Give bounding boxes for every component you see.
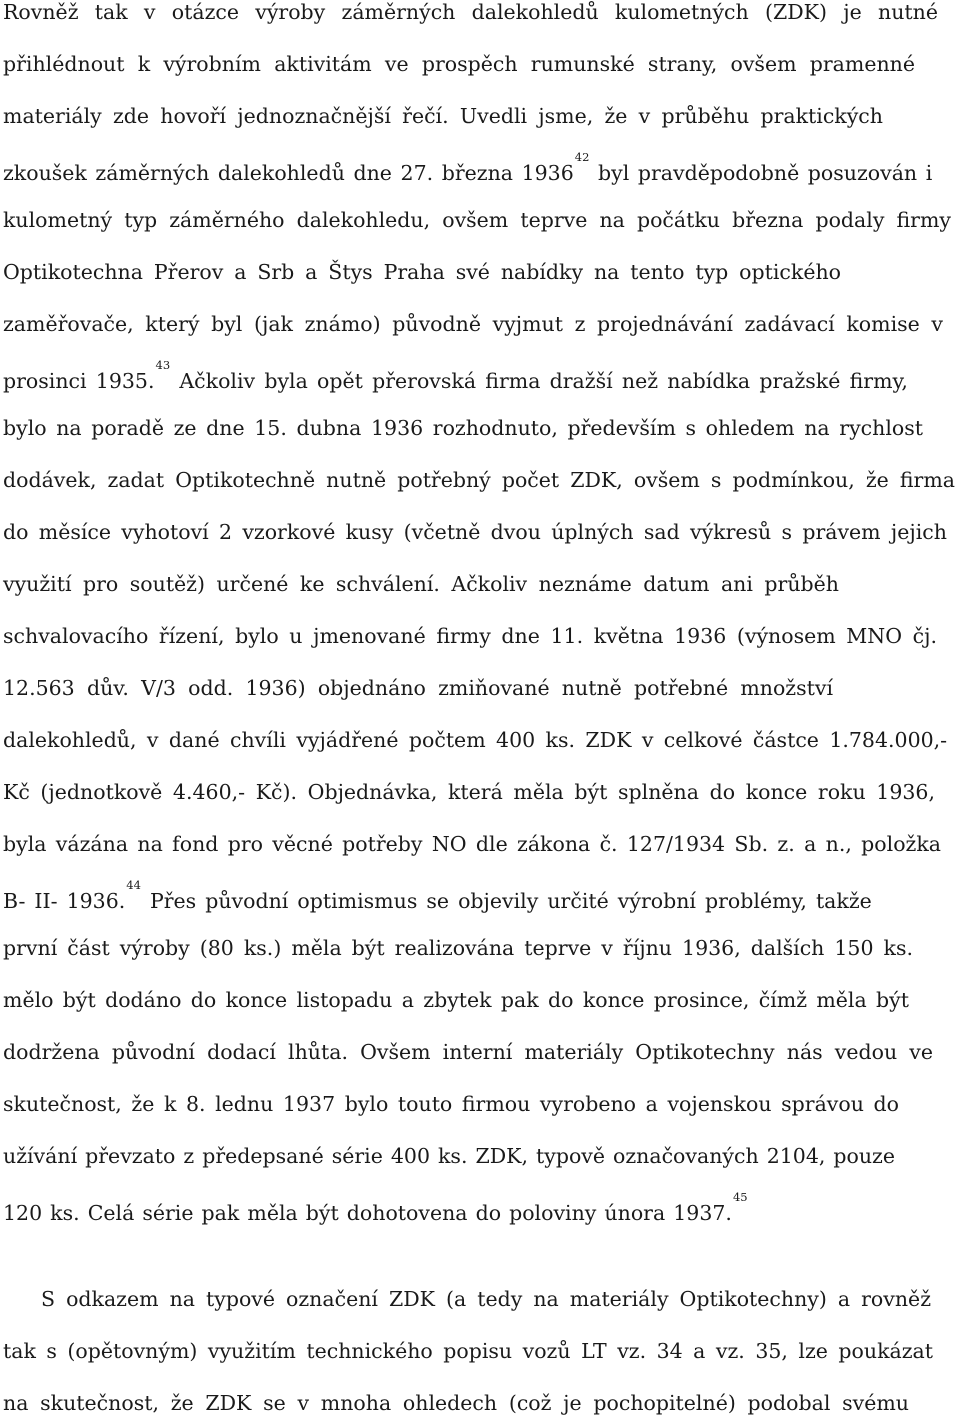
- text-line: přihlédnout k výrobním aktivitám ve prospěch rumunské strany, ovšem pramenné: [3, 52, 915, 76]
- text-line: dodržena původní dodací lhůta. Ovšem interní materiály Optikotechny nás vedou ve: [3, 1040, 933, 1064]
- text-line: [3, 358, 908, 393]
- text-line: S odkazem na typové označení ZDK (a tedy na materiály Optikotechny) a rovněž: [41, 1287, 931, 1311]
- text-segment: 120 ks. Celá série pak měla být dohotovena do poloviny února 1937.: [3, 1200, 732, 1225]
- text-line: skutečnost, že k 8. lednu 1937 bylo touto firmou vyrobeno a vojenskou správou do: [3, 1092, 899, 1116]
- text-line: 12.563 dův. V/3 odd. 1936) objednáno zmiňované nutně potřebné množství: [3, 676, 833, 700]
- text-line: dalekohledů, v dané chvíli vyjádřené počtem 400 ks. ZDK v celkové částce 1.784.000,-: [3, 728, 948, 752]
- text-line: [3, 878, 872, 913]
- text-line: zaměřovače, který byl (jak známo) původně vyjmut z projednávání zadávací komise v: [3, 312, 943, 336]
- text-line: Kč (jednotkově 4.460,- Kč). Objednávka, která měla být splněna do konce roku 1936,: [3, 780, 935, 804]
- text-line: Optikotechna Přerov a Srb a Štys Praha své nabídky na tento typ optického: [3, 260, 841, 284]
- text-line: [3, 150, 933, 185]
- text-segment: byl pravděpodobně posuzován i: [589, 160, 933, 185]
- text-line: užívání převzato z předepsané série 400 ks. ZDK, typově označovaných 2104, pouze: [3, 1144, 895, 1168]
- text-line: tak s (opětovným) využitím technického popisu vozů LT vz. 34 a vz. 35, lze poukázat: [3, 1339, 933, 1363]
- text-line: do měsíce vyhotoví 2 vzorkové kusy (včetně dvou úplných sad výkresů s právem jejich: [3, 520, 947, 544]
- text-line: bylo na poradě ze dne 15. dubna 1936 rozhodnuto, především s ohledem na rychlost: [3, 416, 923, 440]
- text-line: schvalovacího řízení, bylo u jmenované firmy dne 11. května 1936 (výnosem MNO čj.: [3, 624, 937, 648]
- text-line: mělo být dodáno do konce listopadu a zbytek pak do konce prosince, čímž měla být: [3, 988, 909, 1012]
- text-line: využití pro soutěž) určené ke schválení. Ačkoliv neznáme datum ani průběh: [3, 572, 839, 596]
- text-line: Rovněž tak v otázce výroby záměrných dalekohledů kulometných (ZDK) je nutné: [3, 0, 938, 24]
- text-line: první část výroby (80 ks.) měla být realizována teprve v říjnu 1936, dalších 150 ks.: [3, 936, 913, 960]
- text-line: materiály zde hovoří jednoznačnější řečí. Uvedli jsme, že v průběhu praktických: [3, 104, 883, 128]
- text-segment: prosinci 1935.: [3, 368, 155, 393]
- text-segment: zkoušek záměrných dalekohledů dne 27. března 1936: [3, 160, 574, 185]
- text-line: byla vázána na fond pro věcné potřeby NO dle zákona č. 127/1934 Sb. z. a n., položka: [3, 832, 941, 856]
- text-segment: B- II- 1936.: [3, 888, 126, 913]
- text-line: kulometný typ záměrného dalekohledu, ovšem teprve na počátku března podaly firmy: [3, 208, 951, 232]
- text-segment: Přes původní optimismus se objevily určité výrobní problémy, takže: [140, 888, 872, 913]
- footnote-ref[interactable]: 44: [126, 878, 141, 892]
- footnote-ref[interactable]: 45: [732, 1190, 748, 1204]
- text-line: dodávek, zadat Optikotechně nutně potřebný počet ZDK, ovšem s podmínkou, že firma: [3, 468, 955, 492]
- text-line: [3, 1190, 748, 1225]
- footnote-ref[interactable]: 42: [574, 150, 590, 164]
- text-segment: Ačkoliv byla opět přerovská firma dražší než nabídka pražské firmy,: [170, 368, 908, 393]
- footnote-ref[interactable]: 43: [155, 358, 171, 372]
- text-line: na skutečnost, že ZDK se v mnoha ohledech (což je pochopitelné) podobal svému: [3, 1391, 909, 1415]
